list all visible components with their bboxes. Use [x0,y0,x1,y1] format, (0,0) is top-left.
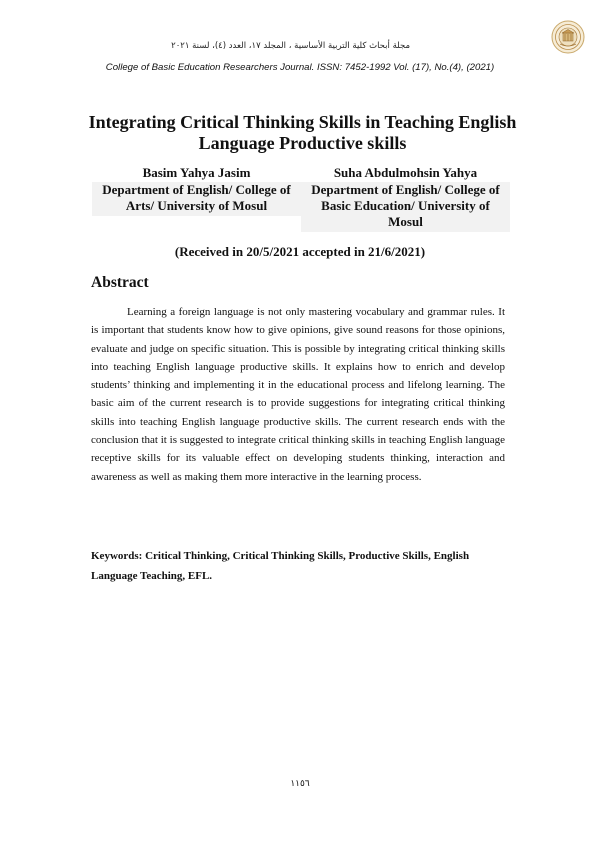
author-name: Suha Abdulmohsin Yahya [301,164,510,182]
paper-title: Integrating Critical Thinking Skills in Teaching English Language Productive skills [88,112,517,153]
abstract-text: Learning a foreign language is not only mastering vocabulary and grammar rules. It is important that students know how to give opinions, give sound reasons for those opinions, evaluate and judge on specific situation. This is possible by integrating critical thinking skills into teaching English language productive skills. It explains how to enrich and develop students’ thinking and implementing it in the educational process and lifelong learning. The basic aim of the current research is to provide suggestions for integrating critical thinking skills into teaching English language productive skills. The current research ends with the conclusion that it is suggested to integrate critical thinking skills in teaching English language receptive skills for its valuable effect on developing students thinking, interaction and awareness as well as making them more interactive in the learning process. [91,306,505,483]
author-2 [301,164,510,232]
university-seal-icon [551,20,585,54]
journal-header-arabic: مجلة أبحاث كلية التربية الأساسية ، المجلد ١٧، العدد (٤)، لسنة ٢٠٢١ [171,41,410,51]
author-block [92,164,510,232]
journal-header-english: College of Basic Education Researchers Journal. ISSN: 7452-1992 Vol. (17), No.(4), (2021) [105,62,495,73]
author-affiliation: Department of English/ College of Arts/ University of Mosul [92,182,301,216]
received-dates: (Received in 20/5/2021 accepted in 21/6/2021) [174,244,426,259]
abstract-heading: Abstract [91,274,149,291]
author-1 [92,164,301,232]
page-number: ١١٥٦ [290,779,310,789]
author-affiliation: Department of English/ College of Basic Education/ University of Mosul [301,182,510,232]
author-name: Basim Yahya Jasim [92,164,301,182]
keywords: Keywords: Critical Thinking, Critical Thinking Skills, Productive Skills, English Language Teaching, EFL. [91,550,470,582]
